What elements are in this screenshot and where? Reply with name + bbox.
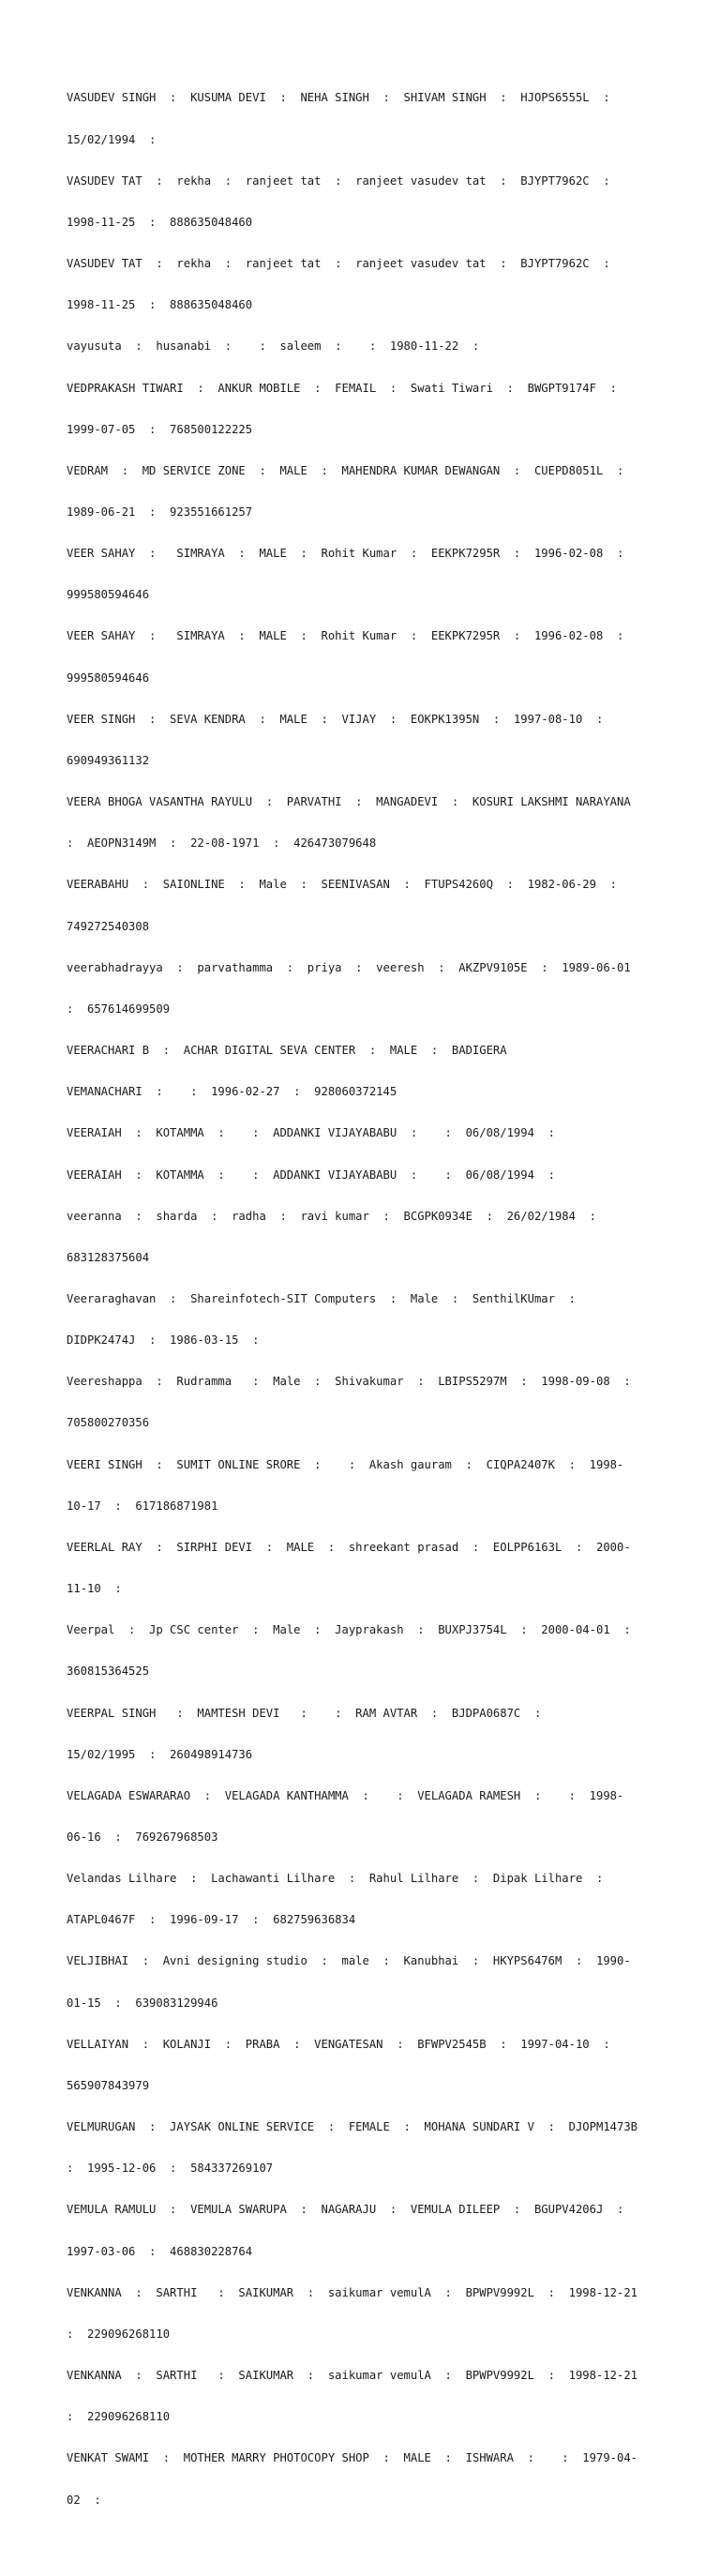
text-line: 999580594646 (67, 588, 150, 602)
text-line: 06-16 : 769267968503 (67, 1830, 218, 1844)
text-line: 690949361132 (67, 753, 150, 767)
text-line: Veereshappa : Rudramma : Male : Shivakumar : LBIPS5297M : 1998-09-08 : (67, 1375, 631, 1389)
text-line: VASUDEV SINGH : KUSUMA DEVI : NEHA SINGH : SHIVAM SINGH : HJOPS6555L : (67, 91, 610, 105)
text-line: 1999-07-05 : 768500122225 (67, 422, 253, 436)
text-line: 999580594646 (67, 670, 150, 685)
text-line: VEERLAL RAY : SIRPHI DEVI : MALE : shreekant prasad : EOLPP6163L : 2000- (67, 1540, 631, 1554)
text-line: VEERI SINGH : SUMIT ONLINE SRORE : : Akash gauram : CIQPA2407K : 1998- (67, 1457, 624, 1471)
text-line: VEER SINGH : SEVA KENDRA : MALE : VIJAY : EOKPK1395N : 1997-08-10 : (67, 712, 604, 726)
text-line: VENKAT SWAMI : MOTHER MARRY PHOTOCOPY SHOP : MALE : ISHWARA : : 1979-04- (67, 2451, 638, 2465)
text-line: VEERA BHOGA VASANTHA RAYULU : PARVATHI : MANGADEVI : KOSURI LAKSHMI NARAYANA (67, 795, 631, 809)
text-line: VEERACHARI B : ACHAR DIGITAL SEVA CENTER : MALE : BADIGERA (67, 1044, 507, 1058)
text-line: 02 : (67, 2493, 101, 2507)
text-line: VELMURUGAN : JAYSAK ONLINE SERVICE : FEMALE : MOHANA SUNDARI V : DJOPM1473B (67, 2120, 638, 2134)
text-line: 15/02/1995 : 260498914736 (67, 1747, 253, 1761)
text-line: 15/02/1994 : (67, 132, 157, 146)
text-line: VEERABAHU : SAIONLINE : Male : SEENIVASAN : FTUPS4260Q : 1982-06-29 : (67, 878, 617, 892)
text-line: VASUDEV TAT : rekha : ranjeet tat : ranjeet vasudev tat : BJYPT7962C : (67, 257, 610, 271)
text-line: Velandas Lilhare : Lachawanti Lilhare : Rahul Lilhare : Dipak Lilhare : (67, 1872, 604, 1886)
text-line: 11-10 : (67, 1582, 122, 1596)
text-line: VEER SAHAY : SIMRAYA : MALE : Rohit Kumar : EEKPK7295R : 1996-02-08 : (67, 547, 624, 561)
text-line: vayusuta : husanabi : : saleem : : 1980-11-22 : (67, 339, 480, 354)
text-line: 1997-03-06 : 468830228764 (67, 2244, 253, 2258)
text-line: 1998-11-25 : 888635048460 (67, 215, 253, 229)
text-line: 360815364525 (67, 1665, 150, 1679)
text-line: 565907843979 (67, 2078, 150, 2092)
text-line: DIDPK2474J : 1986-03-15 : (67, 1333, 260, 1348)
text-line: : 229096268110 (67, 2327, 171, 2341)
text-line: 01-15 : 639083129946 (67, 1996, 218, 2010)
text-line: VENKANNA : SARTHI : SAIKUMAR : saikumar vemulA : BPWPV9992L : 1998-12-21 (67, 2285, 638, 2299)
text-line: VELJIBHAI : Avni designing studio : male : Kanubhai : HKYPS6476M : 1990- (67, 1954, 631, 1968)
text-line: ATAPL0467F : 1996-09-17 : 682759636834 (67, 1913, 356, 1927)
text-line: VASUDEV TAT : rekha : ranjeet tat : ranjeet vasudev tat : BJYPT7962C : (67, 173, 610, 188)
text-line: Veeraraghavan : Shareinfotech-SIT Computers : Male : SenthilKUmar : (67, 1291, 576, 1305)
record-listing (67, 64, 676, 2576)
text-line: VELAGADA ESWARARAO : VELAGADA KANTHAMMA : : VELAGADA RAMESH : : 1998- (67, 1788, 624, 1802)
text-line: 749272540308 (67, 919, 150, 933)
text-line: 705800270356 (67, 1416, 150, 1430)
text-line: VEDRAM : MD SERVICE ZONE : MALE : MAHENDRA KUMAR DEWANGAN : CUEPD8051L : (67, 463, 624, 477)
text-line: veerabhadrayya : parvathamma : priya : veeresh : AKZPV9105E : 1989-06-01 (67, 960, 631, 974)
text-line: VELLAIYAN : KOLANJI : PRABA : VENGATESAN : BFWPV2545B : 1997-04-10 : (67, 2037, 610, 2051)
text-line: VEDPRAKASH TIWARI : ANKUR MOBILE : FEMAIL : Swati Tiwari : BWGPT9174F : (67, 381, 617, 395)
text-line: veeranna : sharda : radha : ravi kumar : BCGPK0934E : 26/02/1984 : (67, 1209, 596, 1223)
text-line: VEERAIAH : KOTAMMA : : ADDANKI VIJAYABABU : : 06/08/1994 : (67, 1167, 555, 1182)
text-line: 10-17 : 617186871981 (67, 1499, 218, 1513)
text-line: : AEOPN3149M : 22-08-1971 : 426473079648 (67, 836, 377, 851)
text-line: VEMULA RAMULU : VEMULA SWARUPA : NAGARAJU : VEMULA DILEEP : BGUPV4206J : (67, 2203, 624, 2217)
text-line: 683128375604 (67, 1250, 150, 1264)
text-line: VEERAIAH : KOTAMMA : : ADDANKI VIJAYABABU : : 06/08/1994 : (67, 1126, 555, 1140)
text-line: VEERPAL SINGH : MAMTESH DEVI : : RAM AVTAR : BJDPA0687C : (67, 1706, 542, 1720)
text-line: VENKANNA : SARTHI : SAIKUMAR : saikumar vemulA : BPWPV9992L : 1998-12-21 (67, 2369, 638, 2383)
text-line (67, 2535, 676, 2549)
text-line: : 657614699509 (67, 1002, 171, 1016)
text-line: 1989-06-21 : 923551661257 (67, 505, 253, 519)
text-line: VEMANACHARI : : 1996-02-27 : 928060372145 (67, 1085, 398, 1099)
text-line: Veerpal : Jp CSC center : Male : Jayprakash : BUXPJ3754L : 2000-04-01 : (67, 1623, 631, 1637)
text-line: : 229096268110 (67, 2410, 171, 2424)
text-line: 1998-11-25 : 888635048460 (67, 298, 253, 312)
text-line: VEER SAHAY : SIMRAYA : MALE : Rohit Kumar : EEKPK7295R : 1996-02-08 : (67, 629, 624, 643)
text-line: : 1995-12-06 : 584337269107 (67, 2162, 274, 2176)
